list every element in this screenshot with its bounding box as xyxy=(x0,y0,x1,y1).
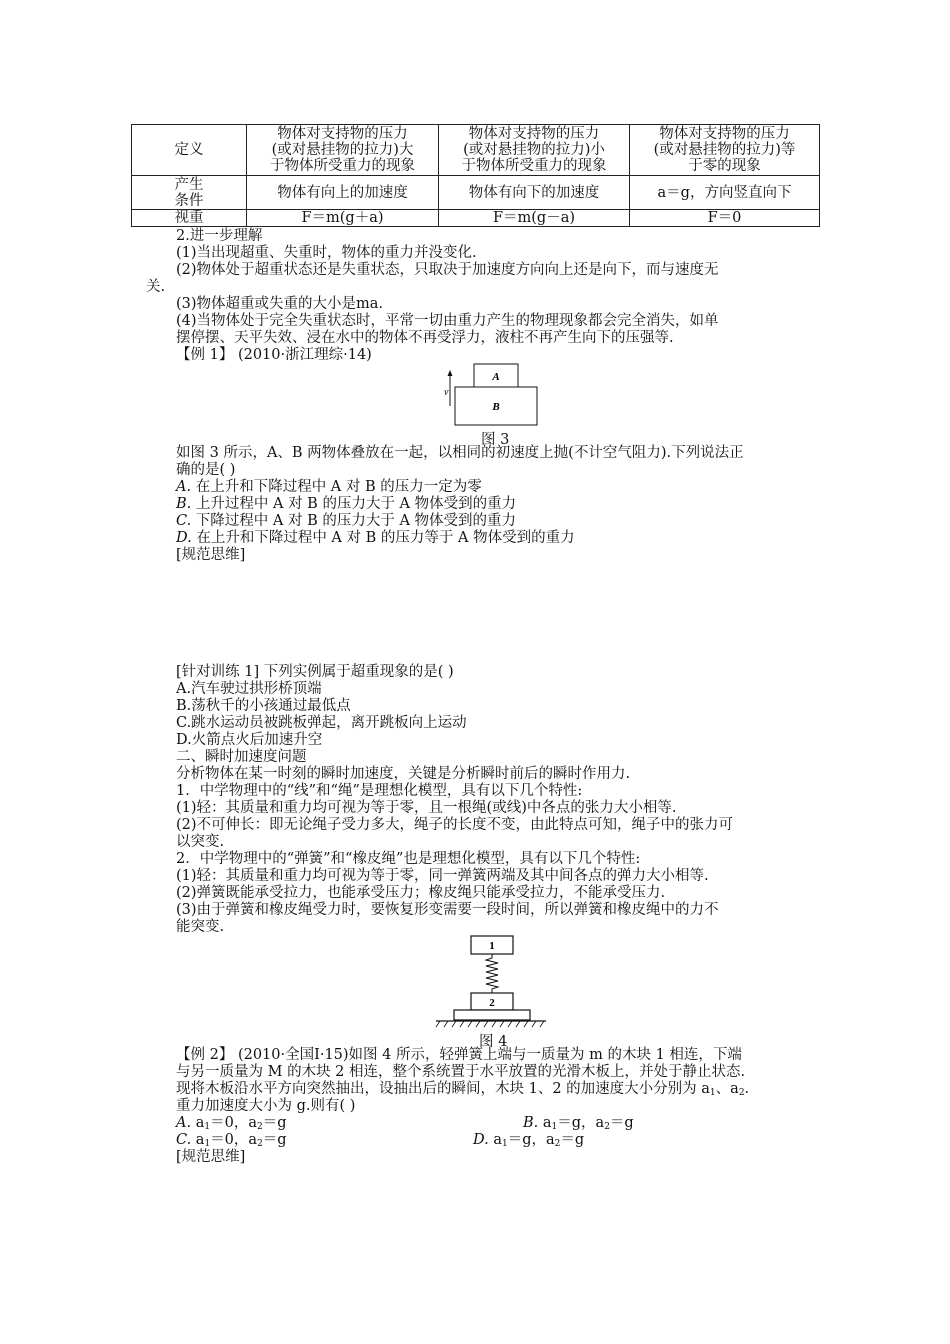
arrow-head-icon xyxy=(448,370,453,376)
drill-question: [针对训练 1] 下列实例属于超重现象的是( ) xyxy=(176,664,454,680)
question-text: 【例 2】 (2010·全国Ⅰ·15)如图 4 所示，轻弹簧上端与一质量为 m 的木块 1 相连，下端 xyxy=(176,1047,742,1063)
comparison-table xyxy=(131,124,820,227)
text-part: 、a xyxy=(715,1081,739,1097)
paragraph: 分析物体在某一时刻的瞬时加速度，关键是分析瞬时前后的瞬时作用力. xyxy=(176,766,631,782)
text-part: ＝g xyxy=(262,1132,287,1148)
table-cell: 定义 xyxy=(132,125,247,176)
paragraph: (3)由于弹簧和橡皮绳受力时，要恢复形变需要一段时间，所以弹簧和橡皮绳中的力不 xyxy=(176,902,719,918)
paragraph: 以突变. xyxy=(176,834,225,850)
subscript: 1 xyxy=(204,1122,211,1132)
text-part: a xyxy=(195,1115,205,1131)
cell-line: (或对悬挂物的拉力)大 xyxy=(271,142,414,158)
option-b xyxy=(176,496,516,513)
paragraph: (1)轻：其质量和重力均可视为等于零，且一根绳(或线)中各点的张力大小相等. xyxy=(176,800,677,816)
table-cell: F＝0 xyxy=(630,210,820,227)
paragraph: 摆停摆、天平失效、浸在水中的物体不再受浮力，液柱不再产生向下的压强等. xyxy=(176,330,674,346)
table-cell xyxy=(439,125,630,176)
table-cell: F＝m(g－a) xyxy=(439,210,630,227)
section-title: 二、瞬时加速度问题 xyxy=(176,749,307,765)
cell-line: 于零的现象 xyxy=(688,158,761,174)
table-cell xyxy=(247,125,439,176)
board-shape xyxy=(454,1010,530,1020)
text-part: ＝0，a xyxy=(210,1115,257,1131)
paragraph: 关. xyxy=(146,279,166,295)
paragraph: (2)物体处于超重状态还是失重状态，只取决于加速度方向向上还是向下，而与速度无 xyxy=(176,262,719,278)
option-text: 下降过程中 A 对 B 的压力大于 A 物体受到的重力 xyxy=(195,513,517,529)
question-text: 确的是( ) xyxy=(176,462,236,478)
table-cell xyxy=(132,176,247,210)
option-a xyxy=(176,479,482,496)
text-part: a xyxy=(493,1132,502,1148)
option-letter: B. xyxy=(176,496,192,512)
paragraph: (1)轻：其质量和重力均可视为等于零，同一弹簧两端及其中间各点的弹力大小相等. xyxy=(176,868,709,884)
option-c xyxy=(176,513,516,530)
text-part: 现将木板沿水平方向突然抽出，设抽出后的瞬间，木块 1、2 的加速度大小分别为 a xyxy=(176,1081,710,1097)
paragraph: 1．中学物理中的“线”和“绳”是理想化模型，具有以下几个特性: xyxy=(176,783,583,799)
paragraph: 能突变. xyxy=(176,919,225,935)
table-row xyxy=(132,125,820,176)
option-letter: D. xyxy=(176,530,192,546)
subscript: 2 xyxy=(738,1088,745,1098)
thinking-label: [规范思维] xyxy=(176,1149,246,1165)
question-text: 重力加速度大小为 g.则有( ) xyxy=(176,1098,356,1114)
question-text: 与另一质量为 M 的木块 2 相连，整个系统置于水平放置的光滑木板上，并处于静止状态. xyxy=(176,1064,746,1080)
cell-line: (或对悬挂物的拉力)小 xyxy=(463,142,605,158)
paragraph: (1)当出现超重、失重时，物体的重力并没变化. xyxy=(176,245,477,261)
text-part: ＝g，a xyxy=(557,1115,605,1131)
spring-shape xyxy=(486,954,498,993)
option-letter: A. xyxy=(176,1115,192,1131)
drill-option: B.荡秋千的小孩通过最低点 xyxy=(176,698,351,714)
table-cell: 物体有向上的加速度 xyxy=(247,176,439,210)
subscript: 2 xyxy=(604,1122,610,1132)
cell-line: 于物体所受重力的现象 xyxy=(270,158,415,174)
subscript: 2 xyxy=(257,1139,263,1149)
example-label: 【例 1】 (2010·浙江理综·14) xyxy=(176,347,372,363)
table-row xyxy=(132,176,820,210)
option-text: 在上升和下降过程中 A 对 B 的压力一定为零 xyxy=(195,479,482,495)
option-d xyxy=(176,530,575,547)
subscript: 1 xyxy=(501,1139,508,1149)
block-1-label: 1 xyxy=(489,940,495,952)
text-part: ＝g，a xyxy=(507,1132,555,1148)
drill-option: A.汽车驶过拱形桥顶端 xyxy=(176,681,322,697)
ground-hatch xyxy=(436,1021,544,1027)
cell-line: (或对悬挂物的拉力)等 xyxy=(653,142,796,158)
table-row xyxy=(132,210,820,227)
paragraph: (2)不可伸长：即无论绳子受力多大，绳子的长度不变，由此特点可知，绳子中的张力可 xyxy=(176,817,734,833)
block-2-label: 2 xyxy=(489,997,495,1009)
subscript: 1 xyxy=(551,1122,558,1132)
subscript: 2 xyxy=(554,1139,561,1149)
subscript: 1 xyxy=(204,1139,211,1149)
thinking-label: [规范思维] xyxy=(176,547,246,563)
paragraph: 2．中学物理中的“弹簧”和“橡皮绳”也是理想化模型，具有以下几个特性: xyxy=(176,851,641,867)
table-cell: a＝g，方向竖直向下 xyxy=(630,176,820,210)
text-part: ＝g xyxy=(609,1115,634,1131)
option-text: 上升过程中 A 对 B 的压力大于 A 物体受到的重力 xyxy=(195,496,517,512)
block-a-label: A xyxy=(492,371,500,383)
block-b-label: B xyxy=(492,401,500,413)
figure-caption: 图 3 xyxy=(481,432,510,448)
cell-line: 物体对支持物的压力 xyxy=(659,126,790,142)
drill-option: C.跳水运动员被跳板弹起，离开跳板向上运动 xyxy=(176,715,467,731)
text-part: a xyxy=(542,1115,552,1131)
text-part: ＝g xyxy=(262,1115,287,1131)
figure-caption: 图 4 xyxy=(479,1034,508,1050)
text-part: a xyxy=(195,1132,205,1148)
subscript: 1 xyxy=(709,1088,716,1098)
drill-option: D.火箭点火后加速升空 xyxy=(176,732,323,748)
table-cell: 视重 xyxy=(132,210,247,227)
cell-line: 物体对支持物的压力 xyxy=(468,126,600,142)
option-letter: C. xyxy=(176,513,192,529)
paragraph: (3)物体超重或失重的大小是ma. xyxy=(176,296,384,312)
option-text: 在上升和下降过程中 A 对 B 的压力等于 A 物体受到的重力 xyxy=(196,530,575,546)
cell-line: 于物体所受重力的现象 xyxy=(461,158,607,174)
section-title: 2.进一步理解 xyxy=(176,228,263,244)
subscript: 2 xyxy=(256,1122,263,1132)
text-part: . xyxy=(744,1081,750,1097)
option-letter: B. xyxy=(523,1115,539,1131)
option-d xyxy=(473,1132,584,1153)
velocity-label: v xyxy=(444,387,449,398)
cell-line: 物体对支持物的压力 xyxy=(277,126,408,142)
text-part: ＝g xyxy=(560,1132,585,1148)
option-letter: A. xyxy=(176,479,192,495)
question-text: 如图 3 所示，A、B 两物体叠放在一起，以相同的初速度上抛(不计空气阻力).下列说法正 xyxy=(176,445,744,461)
text-part: ＝0，a xyxy=(210,1132,258,1148)
paragraph: (2)弹簧既能承受拉力，也能承受压力；橡皮绳只能承受拉力，不能承受压力. xyxy=(176,885,666,901)
option-letter: C. xyxy=(176,1132,192,1148)
figure-4-diagram xyxy=(434,934,548,1030)
cell-line: 产生 xyxy=(174,176,204,193)
table-cell xyxy=(630,125,820,176)
paragraph: (4)当物体处于完全失重状态时，平常一切由重力产生的物理现象都会完全消失，如单 xyxy=(176,313,719,329)
option-letter: D. xyxy=(473,1132,489,1148)
table-cell: F＝m(g＋a) xyxy=(247,210,439,227)
cell-line: 条件 xyxy=(174,192,204,209)
table-cell: 物体有向下的加速度 xyxy=(439,176,630,210)
figure-3-diagram xyxy=(440,362,550,428)
